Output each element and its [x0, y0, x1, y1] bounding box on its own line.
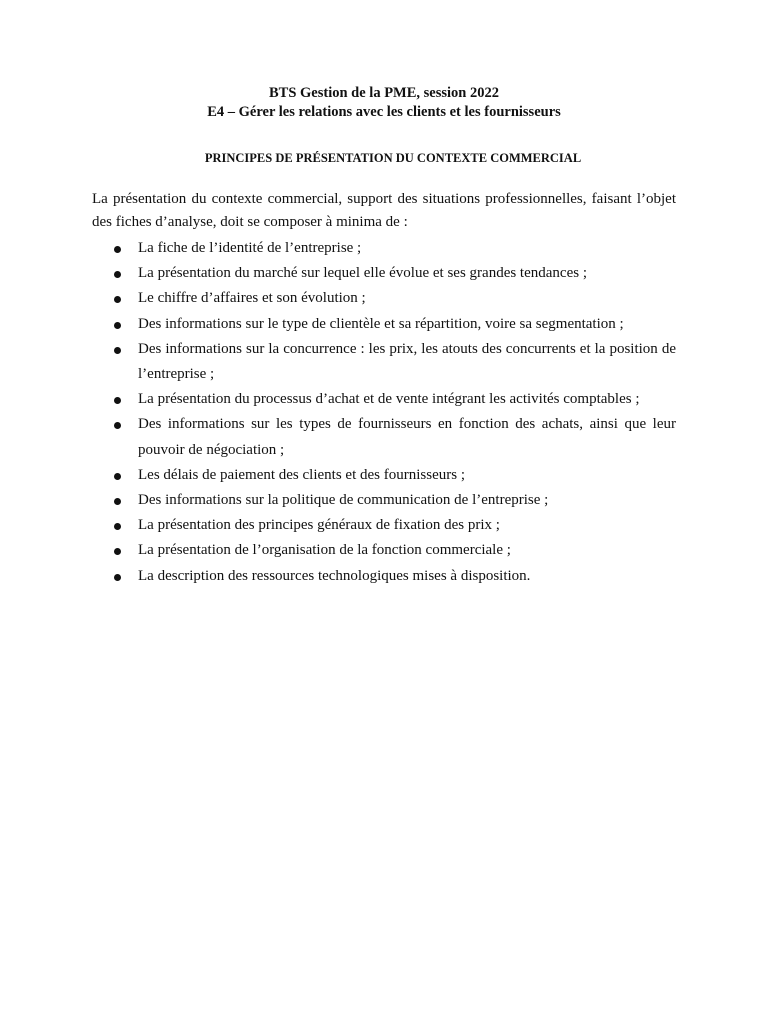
section-title: PRINCIPES DE PRÉSENTATION DU CONTEXTE COMMERCIAL [204, 151, 582, 165]
document-header [0, 84, 768, 122]
list-item [92, 286, 676, 311]
list-item [92, 538, 676, 563]
list-item [92, 261, 676, 286]
list-item [92, 564, 676, 589]
bullet-icon [114, 246, 121, 253]
list-item-text: Des informations sur les types de fournisseurs en fonction des achats, ainsi que leur pouvoir de négociation ; [138, 416, 676, 458]
list-item-text: La présentation du marché sur lequel elle évolue et ses grandes tendances ; [138, 265, 587, 282]
list-item [92, 236, 676, 261]
list-item [92, 337, 676, 387]
bullet-icon [114, 347, 121, 354]
list-item [92, 513, 676, 538]
list-item [92, 488, 676, 513]
bullet-icon [114, 422, 121, 429]
requirements-list [92, 236, 676, 589]
bullet-icon [114, 523, 121, 530]
list-item-text: La description des ressources technologiques mises à disposition. [138, 567, 531, 584]
bullet-icon [114, 322, 121, 329]
list-item-text: La présentation du processus d’achat et de vente intégrant les activités comptables ; [138, 391, 640, 408]
list-item [92, 463, 676, 488]
header-line-1: BTS Gestion de la PME, session 2022 [268, 85, 499, 101]
bullet-icon [114, 397, 121, 404]
bullet-icon [114, 498, 121, 505]
list-item-text: La fiche de l’identité de l’entreprise ; [138, 240, 362, 256]
header-line-2: E4 – Gérer les relations avec les clients et les fournisseurs [207, 104, 561, 120]
list-item [92, 312, 676, 337]
list-item-text: La présentation de l’organisation de la fonction commerciale ; [138, 542, 511, 559]
bullet-icon [114, 296, 121, 303]
bullet-icon [114, 473, 121, 480]
list-item-text: Le chiffre d’affaires et son évolution ; [138, 290, 366, 307]
list-item-text: Des informations sur la politique de communication de l’entreprise ; [138, 492, 549, 509]
bullet-icon [114, 271, 121, 278]
list-item [92, 412, 676, 462]
list-item [92, 387, 676, 412]
bullet-icon [114, 574, 121, 581]
intro-paragraph: La présentation du contexte commercial, support des situations professionnelles, faisant l’objet des fiches d’analyse, doit se composer à minima de : [92, 191, 676, 230]
list-item-text: Des informations sur le type de clientèle et sa répartition, voire sa segmentation ; [138, 315, 624, 332]
list-item-text: Les délais de paiement des clients et des fournisseurs ; [138, 466, 465, 483]
bullet-icon [114, 548, 121, 555]
list-item-text: La présentation des principes généraux de fixation des prix ; [138, 517, 500, 534]
list-item-text: Des informations sur la concurrence : les prix, les atouts des concurrents et la position de l’entreprise ; [138, 340, 676, 383]
